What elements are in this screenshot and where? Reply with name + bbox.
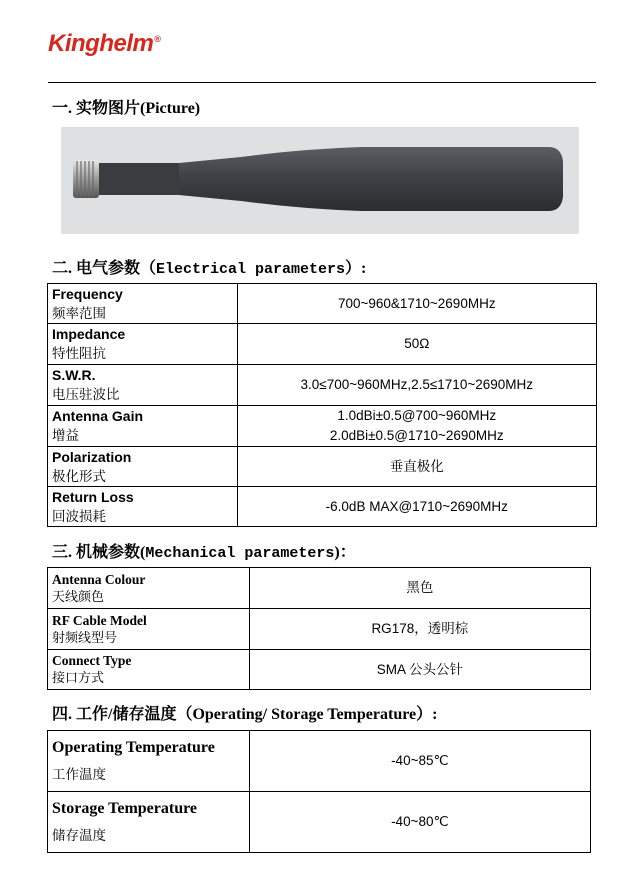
text: 三. 机械参数(: [52, 544, 146, 561]
param-name-en: Return Loss: [52, 488, 134, 505]
param-name-zh: 储存温度: [52, 828, 106, 843]
param-label-cell: [48, 284, 238, 324]
text: ）:: [345, 260, 367, 277]
text: )：: [334, 544, 356, 561]
param-name-en: Polarization: [52, 448, 132, 465]
param-name-zh: 回波损耗: [52, 508, 106, 524]
text: Mechanical parameters: [145, 545, 335, 562]
antenna-photo: [61, 127, 579, 234]
param-label-cell: [48, 324, 238, 365]
antenna-hinge: [99, 163, 181, 195]
table-row: [48, 609, 591, 650]
section-title-electrical: [52, 255, 366, 278]
param-name-en: RF Cable Model: [52, 612, 147, 628]
param-value-cell: 700~960&1710~2690MHz: [237, 284, 596, 324]
param-name-zh: 特性阻抗: [52, 346, 106, 361]
param-value-cell: 垂直极化: [237, 447, 596, 487]
param-value-cell: SMA 公头公针: [249, 650, 590, 690]
param-name-en: Operating Temperature: [52, 739, 215, 756]
mechanical-params-table: [47, 567, 591, 690]
param-name-zh: 电压驻波比: [52, 387, 120, 402]
table-row: [48, 406, 597, 447]
param-name-en: Frequency: [52, 285, 123, 302]
param-name-en: Impedance: [52, 326, 126, 342]
text: Electrical parameters: [156, 261, 346, 278]
table-row: [48, 365, 597, 406]
brand-logo: [48, 30, 160, 58]
param-name-zh: 频率范围: [52, 305, 106, 321]
param-name-en: Antenna Gain: [52, 408, 144, 424]
table-row: [48, 650, 591, 690]
table-row: [48, 568, 591, 609]
param-label-cell: [48, 365, 238, 406]
param-value-cell: -40~80℃: [249, 792, 590, 853]
header-rule: [48, 82, 596, 83]
param-name-zh: 接口方式: [52, 670, 105, 685]
param-name-en: Storage Temperature: [52, 800, 198, 817]
table-row: [48, 447, 597, 487]
param-value-cell: 3.0≤700~960MHz,2.5≤1710~2690MHz: [237, 365, 596, 406]
antenna-illustration: [61, 127, 579, 234]
section-title-picture: 一. 实物图片(Picture): [52, 100, 201, 117]
table-row: [48, 792, 591, 853]
table-row: [48, 324, 597, 365]
antenna-body: [179, 147, 563, 211]
param-name-zh: 增益: [52, 428, 79, 443]
param-label-cell: [48, 487, 238, 527]
param-name-zh: 极化形式: [52, 468, 106, 484]
text: 1.0dBi±0.5@700~960MHz: [337, 408, 497, 423]
text: 2.0dBi±0.5@1710~2690MHz: [329, 428, 504, 443]
param-label-cell: [48, 447, 238, 487]
param-label-cell: [48, 609, 250, 650]
param-name-zh: 射频线型号: [52, 629, 118, 645]
param-label-cell: [48, 406, 238, 447]
param-label-cell: [48, 568, 250, 609]
registered-mark: ®: [154, 34, 161, 44]
param-name-en: S.W.R.: [52, 367, 96, 383]
param-value-cell: RG178，透明棕: [249, 609, 590, 650]
param-name-en: Connect Type: [52, 653, 132, 668]
param-name-zh: 工作温度: [52, 767, 106, 782]
brand-name: Kinghelm: [48, 30, 154, 57]
param-label-cell: [48, 650, 250, 690]
param-name-en: Antenna Colour: [52, 571, 146, 587]
text: 二. 电气参数（: [52, 260, 157, 277]
table-row: [48, 284, 597, 324]
param-value-cell: 50Ω: [237, 324, 596, 365]
temperature-params-table: [47, 730, 591, 853]
param-value-cell: 黑色: [249, 568, 590, 609]
electrical-params-table: [47, 283, 597, 527]
param-label-cell: [48, 731, 250, 792]
table-row: [48, 487, 597, 527]
param-name-zh: 天线颜色: [52, 588, 105, 604]
param-value-cell: -40~85℃: [249, 731, 590, 792]
param-value-cell: -6.0dB MAX@1710~2690MHz: [237, 487, 596, 527]
param-value-cell: [237, 406, 596, 447]
section-title-mechanical: [52, 539, 356, 562]
table-row: [48, 731, 591, 792]
section-title-temperature: 四. 工作/储存温度（Operating/ Storage Temperature）:: [52, 706, 438, 723]
param-label-cell: [48, 792, 250, 853]
